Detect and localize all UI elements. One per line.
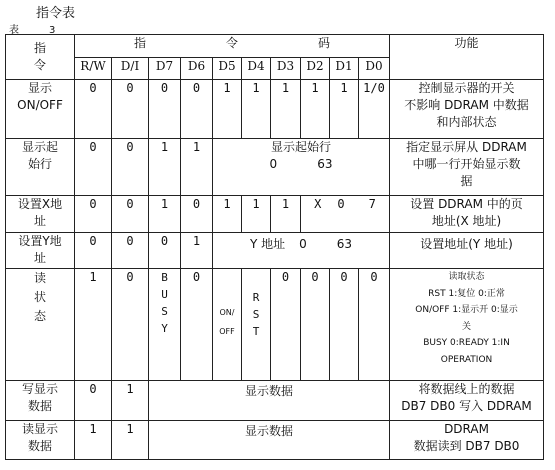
instruction-name-line: 写显示	[21, 382, 58, 396]
column-header: D4	[242, 58, 271, 80]
header-code	[75, 35, 390, 58]
column-header: D0	[359, 58, 390, 80]
function-line: 读取状态	[448, 272, 485, 282]
function-line: 地址(X 地址)	[431, 214, 502, 228]
row-read-status	[6, 269, 544, 381]
header-instruction-top: 指	[33, 41, 46, 55]
busy-letter: Y	[161, 322, 168, 335]
code-cell: 1	[213, 196, 242, 233]
code-cell: 1	[75, 421, 112, 460]
row-start-line	[6, 139, 544, 196]
function-description	[390, 269, 544, 381]
column-header: D3	[271, 58, 301, 80]
code-cell: 1/0	[359, 80, 390, 139]
instruction-name	[6, 381, 75, 421]
range-end: 63	[336, 237, 353, 251]
instruction-name-line: 读显示	[21, 422, 58, 436]
code-cell: 1	[149, 139, 181, 196]
function-line: 和内部状态	[436, 115, 497, 129]
code-cell: 1	[242, 80, 271, 139]
range-end: 63	[317, 157, 333, 171]
code-cell: 0	[112, 233, 149, 269]
header-instruction-bottom: 令	[33, 58, 46, 72]
function-line: 控制显示器的开关	[418, 81, 515, 95]
instruction-name-line: 态	[33, 309, 46, 323]
function-description	[390, 233, 544, 269]
function-line: BUSY 0:READY 1:IN	[423, 338, 510, 348]
column-header: D1	[330, 58, 359, 80]
instruction-name-line: 址	[33, 214, 46, 228]
column-header: D6	[181, 58, 213, 80]
span-label: Y 地址	[249, 237, 286, 251]
instruction-name-line: 设置X地	[17, 197, 63, 211]
busy-letter: B	[161, 271, 168, 284]
function-line: 设置地址(Y 地址)	[420, 237, 513, 251]
instruction-name-line: 数据	[27, 399, 52, 413]
code-cell: 0	[181, 196, 213, 233]
code-cell: 0	[112, 139, 149, 196]
code-cell: 1	[75, 269, 112, 381]
instruction-name-line: ON/OFF	[17, 98, 63, 112]
page-heading: 指令表	[36, 6, 76, 21]
function-line: 不影响 DDRAM 中数据	[404, 98, 529, 112]
code-cell: 0	[75, 139, 112, 196]
busy-cell	[149, 269, 181, 381]
busy-letter: U	[161, 288, 168, 301]
code-cell: 1	[149, 196, 181, 233]
code-cell: 1	[301, 80, 330, 139]
write-data-span: 显示数据	[149, 381, 390, 421]
instruction-name	[6, 80, 75, 139]
code-cell: 1	[213, 80, 242, 139]
onoff-line: OFF	[219, 327, 235, 336]
function-line: DDRAM	[444, 422, 489, 436]
instruction-name	[6, 196, 75, 233]
table-label: 表	[9, 25, 19, 36]
code-cell: 0	[149, 233, 181, 269]
onoff-line: ON/	[219, 308, 235, 317]
instruction-name-line: 显示	[27, 81, 52, 95]
function-line: 设置 DDRAM 中的页	[410, 197, 523, 211]
span-label: 显示起始行	[271, 140, 332, 154]
instruction-name	[6, 233, 75, 269]
instruction-name-line: 设置Y地	[18, 234, 62, 248]
range-start: 0	[299, 237, 307, 251]
header-row-top	[6, 35, 544, 58]
function-description	[390, 421, 544, 460]
function-line: 据	[460, 174, 473, 188]
column-header: D7	[149, 58, 181, 80]
read-data-span: 显示数据	[149, 421, 390, 460]
onoff-label	[213, 269, 241, 341]
onoff-cell	[213, 269, 242, 381]
rst-letter: T	[252, 325, 260, 338]
code-cell: 1	[112, 381, 149, 421]
column-header: D5	[213, 58, 242, 80]
function-line: 数据读到 DB7 DB0	[413, 439, 520, 453]
instruction-name-line: 址	[33, 251, 46, 265]
function-line: ON/OFF 1:显示开 0:显示	[415, 305, 518, 315]
code-cell: 1	[181, 233, 213, 269]
code-cell: 0	[112, 269, 149, 381]
code-cell: 0	[330, 269, 359, 381]
header-code-char: 指	[133, 36, 146, 50]
function-description	[390, 80, 544, 139]
range-start: 0	[269, 157, 278, 171]
function-line: RST 1:复位 0:正常	[428, 288, 505, 299]
code-cell: 1	[271, 196, 301, 233]
code-cell: 0	[181, 80, 213, 139]
code-cell: 0	[149, 80, 181, 139]
column-header: D/I	[112, 58, 149, 80]
code-cell: 0	[112, 196, 149, 233]
row-read-data	[6, 421, 544, 460]
function-description	[390, 139, 544, 196]
x-label: X	[314, 197, 322, 211]
function-line: 关	[462, 321, 472, 332]
row-display-onoff	[6, 80, 544, 139]
code-cell: 0	[301, 269, 330, 381]
code-cell: 1	[271, 80, 301, 139]
busy-letter: S	[161, 305, 168, 318]
row-write-data	[6, 381, 544, 421]
code-cell: 0	[359, 269, 390, 381]
instruction-name-line: 状	[33, 290, 46, 304]
instruction-name-line: 显示起	[21, 140, 58, 154]
function-line: OPERATION	[440, 354, 493, 365]
table-number: 3	[49, 25, 56, 36]
instruction-name-line: 读	[33, 271, 46, 285]
code-cell: 1	[330, 80, 359, 139]
code-cell: 0	[75, 233, 112, 269]
function-line: 将数据线上的数据	[418, 382, 515, 396]
rst-letter: S	[252, 308, 260, 321]
code-cell: 0	[181, 269, 213, 381]
code-cell: 0	[75, 80, 112, 139]
code-cell: 0	[271, 269, 301, 381]
header-code-char: 令	[226, 36, 239, 50]
code-cell: 1	[242, 196, 271, 233]
row-set-x	[6, 196, 544, 233]
function-description	[390, 381, 544, 421]
code-cell: 1	[181, 139, 213, 196]
function-description	[390, 196, 544, 233]
function-line: 中哪一行开始显示数	[412, 157, 521, 171]
code-cell: 0	[112, 80, 149, 139]
header-function: 功能	[390, 35, 544, 80]
code-cell: 0	[75, 381, 112, 421]
instruction-name	[6, 421, 75, 460]
column-header: R/W	[75, 58, 112, 80]
function-line: 指定显示屏从 DDRAM	[406, 140, 527, 154]
instruction-name-line: 数据	[27, 439, 52, 453]
header-instruction	[6, 35, 75, 80]
code-cell: 1	[112, 421, 149, 460]
rst-cell	[242, 269, 271, 381]
function-line: DB7 DB0 写入 DDRAM	[401, 399, 532, 413]
instruction-name	[6, 269, 75, 381]
span-range	[213, 156, 389, 173]
x-address-span	[301, 196, 390, 233]
instruction-name-line: 始行	[27, 157, 52, 171]
start-line-span	[213, 139, 390, 196]
instruction-name	[6, 139, 75, 196]
code-cell: 0	[75, 196, 112, 233]
header-code-char: 码	[318, 36, 331, 50]
x-range-end: 7	[368, 197, 376, 211]
rst-letter: R	[252, 291, 260, 304]
x-range-start: 0	[337, 197, 345, 211]
column-header: D2	[301, 58, 330, 80]
y-address-span	[213, 233, 390, 269]
instruction-table	[5, 34, 544, 460]
row-set-y	[6, 233, 544, 269]
